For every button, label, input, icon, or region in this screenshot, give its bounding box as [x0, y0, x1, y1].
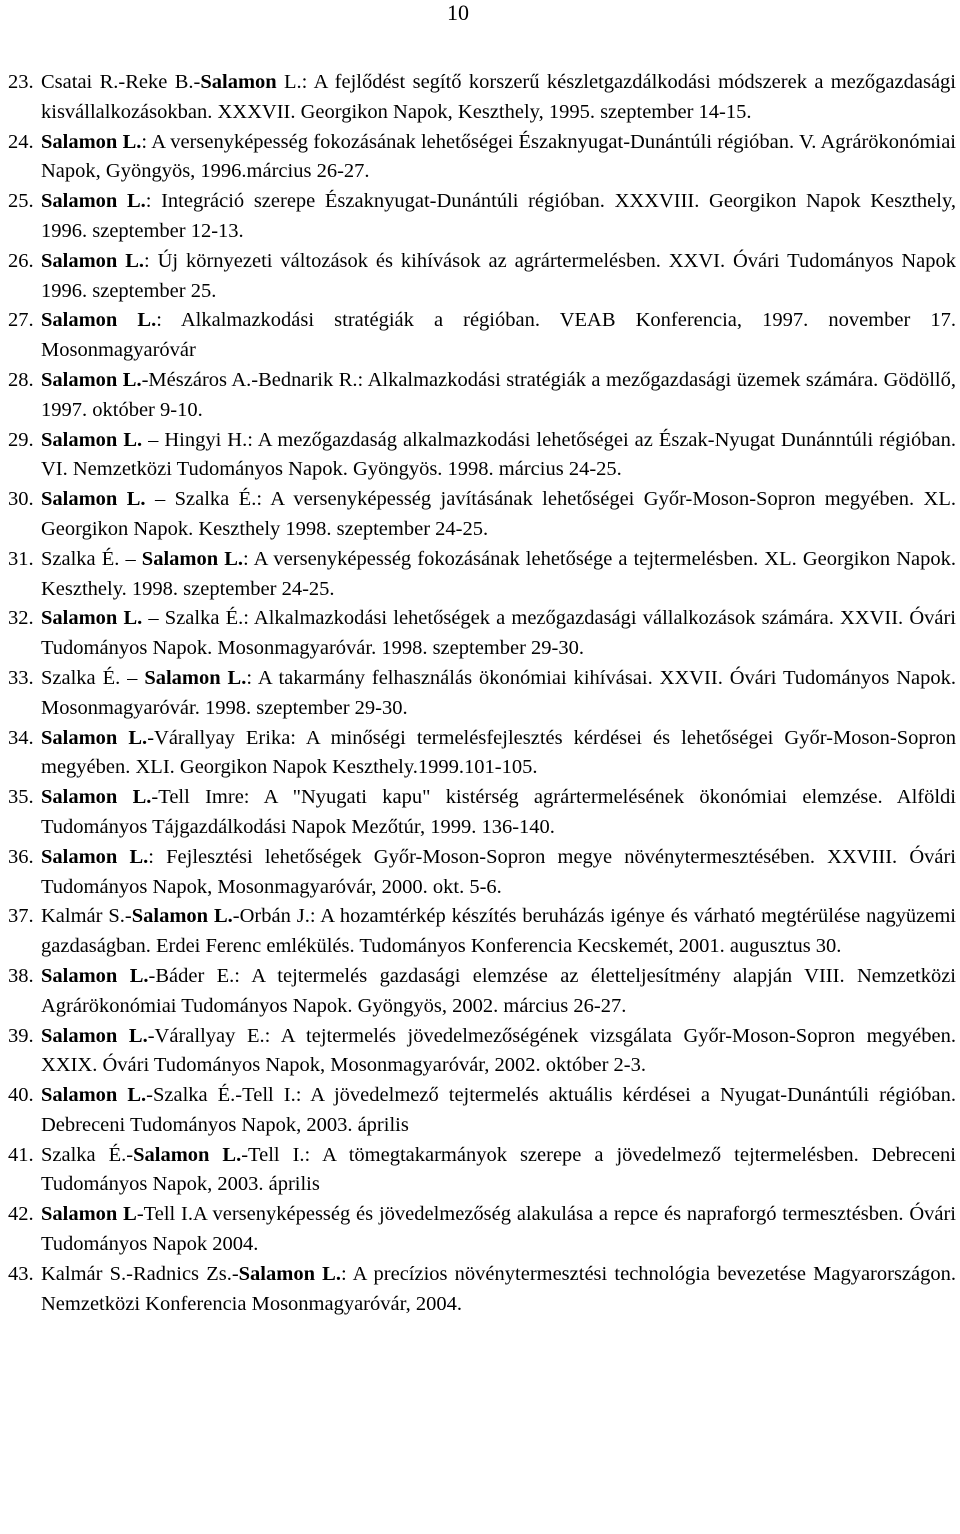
reference-number: 26.: [8, 249, 34, 272]
reference-text-part: – Szalka É.: A versenyképesség javításának lehetőségei Győr-Moson-Sopron megyében. XL. Georgikon Napok. Keszthely 1998. szeptember 24-25.: [41, 488, 956, 540]
author-highlight: Salamon L.: [41, 845, 149, 868]
author-highlight: Salamon L.: [41, 249, 145, 272]
reference-number: 41.: [8, 1143, 34, 1166]
reference-text: [41, 1022, 956, 1082]
reference-number: 40.: [8, 1084, 34, 1107]
author-highlight: Salamon L.: [41, 130, 142, 153]
reference-item: [8, 843, 956, 903]
author-highlight: Salamon L.: [41, 786, 152, 809]
reference-text: [41, 68, 956, 128]
reference-text-part: -Várallyay Erika: A minőségi termelésfejlesztés kérdései és lehetőségei Győr-Moson-Sopron megyében. XLI. Georgikon Napok Keszthely.1999.101-105.: [41, 726, 956, 779]
reference-item: [8, 485, 956, 545]
author-highlight: Salamon L.: [41, 964, 149, 987]
author-highlight: Salamon L.: [133, 1143, 242, 1166]
author-highlight: Salamon L.: [41, 1084, 147, 1107]
reference-item: [8, 68, 956, 128]
reference-text-part: : A versenyképesség fokozásának lehetősége a tejtermelésben. XL. Georgikon Napok. Keszthely. 1998. szeptember 24-25.: [41, 547, 957, 600]
reference-list: [8, 68, 956, 1319]
reference-number: 23.: [8, 71, 34, 93]
reference-text-part: : Integráció szerepe Északnyugat-Dunántúli régióban. XXXVIII. Georgikon Napok Keszthely, 1996. szeptember 12-13.: [41, 190, 957, 242]
reference-number: 39.: [8, 1024, 34, 1047]
reference-item: [8, 1200, 956, 1260]
reference-number: 32.: [8, 607, 34, 630]
reference-item: [8, 366, 956, 426]
reference-text-part: Csatai R.-Reke B.-: [41, 71, 201, 93]
reference-text: [41, 783, 956, 843]
reference-number: 37.: [8, 905, 34, 928]
reference-number: 31.: [8, 547, 34, 570]
author-highlight: Salamon L.: [131, 905, 233, 928]
reference-item: [8, 187, 956, 247]
reference-number: 29.: [8, 428, 34, 451]
reference-text-part: -Tell I.: A tömegtakarmányok szerepe a jövedelmező tejtermelésben. Debreceni Tudományos Napok, 2003. április: [41, 1143, 956, 1196]
reference-number: 25.: [8, 190, 34, 213]
reference-text-part: : Új környezeti változások és kihívások az agrártermelésben. XXVI. Óvári Tudományos Napok 1996. szeptember 25.: [41, 249, 957, 302]
reference-text-part: Kalmár S.-Radnics Zs.-: [41, 1262, 239, 1285]
reference-text: [41, 1200, 956, 1260]
reference-number: 36.: [8, 845, 34, 868]
author-highlight: Salamon L.: [41, 428, 143, 451]
reference-text-part: -Várallyay E.: A tejtermelés jövedelmezőségének vizsgálata Győr-Moson-Sopron megyében. XXIX. Óvári Tudományos Napok, Mosonmagyaróvár, 2002. október 2-3.: [41, 1024, 956, 1077]
reference-text: [41, 187, 956, 247]
reference-number: 30.: [8, 488, 34, 511]
reference-text: [41, 1260, 956, 1320]
reference-text: [41, 545, 956, 605]
reference-item: [8, 1022, 956, 1082]
reference-text: [41, 306, 956, 366]
reference-text-part: : A versenyképesség fokozásának lehetőségei Északnyugat-Dunántúli régióban. V. Agrárökonómiai Napok, Gyöngyös, 1996.március 26-27.: [41, 130, 956, 183]
reference-text: [41, 724, 956, 784]
reference-item: [8, 902, 956, 962]
reference-text-part: -Orbán J.: A hozamtérkép készítés beruházás igénye és várható megtérülése nagyüzemi gazdaságban. Erdei Ferenc emlékülés. Tudományos Konferencia Kecskemét, 2001. augusztus 30.: [41, 905, 957, 958]
reference-text: [41, 426, 956, 486]
reference-item: [8, 1081, 956, 1141]
reference-item: [8, 247, 956, 307]
reference-text: [41, 902, 956, 962]
reference-text: [41, 485, 956, 545]
reference-text-part: : Fejlesztési lehetőségek Győr-Moson-Sopron megye növénytermesztésében. XXVIII. Óvári Tudományos Napok, Mosonmagyaróvár, 2000. okt. 5-6.: [41, 845, 957, 898]
reference-text-part: Szalka É. –: [41, 547, 142, 570]
reference-number: 43.: [8, 1262, 34, 1285]
author-highlight: Salamon L.: [238, 1262, 341, 1285]
author-highlight: Salamon L.: [41, 607, 143, 630]
reference-text: [41, 128, 956, 188]
reference-text-part: : A takarmány felhasználás ökonómiai kihívásai. XXVII. Óvári Tudományos Napok. Mosonmagyaróvár. 1998. szeptember 29-30.: [41, 666, 956, 719]
author-highlight: Salamon L.: [41, 309, 157, 332]
reference-number: 35.: [8, 786, 34, 809]
reference-item: [8, 426, 956, 486]
reference-item: [8, 664, 956, 724]
reference-text-part: -Tell Imre: A "Nyugati kapu" kistérség agrártermelésének ökonómiai elemzése. Alföldi Tudományos Tájgazdálkodási Napok Mezőtúr, 1999. 136-140.: [41, 786, 957, 838]
reference-text: [41, 962, 956, 1022]
reference-item: [8, 724, 956, 784]
reference-text: [41, 1081, 956, 1141]
reference-text: [41, 604, 956, 664]
reference-number: 42.: [8, 1203, 34, 1226]
author-highlight: Salamon L.: [144, 666, 247, 689]
reference-text: [41, 664, 956, 724]
reference-text-part: : Alkalmazkodási stratégiák a régióban. VEAB Konferencia, 1997. november 17. Mosonmagyaróvár: [41, 309, 957, 362]
author-highlight: Salamon L.: [41, 368, 142, 391]
reference-text: [41, 366, 956, 426]
reference-item: [8, 545, 956, 605]
reference-text-part: -Mészáros A.-Bednarik R.: Alkalmazkodási stratégiák a mezőgazdasági üzemek számára. Gödöllő, 1997. október 9-10.: [41, 368, 956, 421]
author-highlight: Salamon: [200, 71, 277, 93]
author-highlight: Salamon L: [41, 1203, 137, 1226]
reference-number: 34.: [8, 726, 34, 749]
reference-text-part: L.: A fejlődést segítő korszerű készletgazdálkodási módszerek a mezőgazdasági kisvállalkozásokban. XXXVII. Georgikon Napok, Keszthely, 1995. szeptember 14-15.: [41, 71, 956, 123]
reference-item: [8, 1260, 956, 1320]
reference-text-part: -Báder E.: A tejtermelés gazdasági elemzése az életteljesítmény alapján VIII. Nemzetközi Agrárökonómiai Tudományos Napok. Gyöngyös, 2002. március 26-27.: [41, 964, 956, 1017]
reference-item: [8, 306, 956, 366]
reference-item: [8, 604, 956, 664]
reference-text-part: -Tell I.A versenyképesség és jövedelmezőség alakulása a repce és napraforgó termesztésben. Óvári Tudományos Napok 2004.: [41, 1203, 957, 1256]
reference-text-part: : A precízios növénytermesztési technológia bevezetése Magyarországon. Nemzetközi Konferencia Mosonmagyaróvár, 2004.: [41, 1262, 957, 1315]
reference-item: [8, 128, 956, 188]
author-highlight: Salamon L.: [141, 547, 244, 570]
reference-text: [41, 247, 956, 307]
author-highlight: Salamon L.: [41, 488, 146, 511]
reference-item: [8, 962, 956, 1022]
reference-text-part: – Hingyi H.: A mezőgazdaság alkalmazkodási lehetőségei az Észak-Nyugat Dunánntúli régióban. VI. Nemzetközi Tudományos Napok. Gyöngyös. 1998. március 24-25.: [41, 428, 957, 481]
reference-text-part: -Szalka É.-Tell I.: A jövedelmező tejtermelés aktuális kérdései a Nyugat-Dunántúli régióban. Debreceni Tudományos Napok, 2003. április: [41, 1084, 956, 1136]
reference-text-part: Szalka É. –: [41, 666, 145, 689]
author-highlight: Salamon L.: [41, 726, 148, 749]
reference-text-part: Szalka É.-: [41, 1143, 134, 1166]
reference-text-part: – Szalka É.: Alkalmazkodási lehetőségek a mezőgazdasági vállalkozások számára. XXVII. Óvári Tudományos Napok. Mosonmagyaróvár. 1998. szeptember 29-30.: [41, 607, 956, 660]
reference-text: [41, 843, 956, 903]
reference-text-part: Kalmár S.-: [41, 905, 132, 928]
reference-number: 27.: [8, 309, 34, 332]
reference-number: 28.: [8, 368, 34, 391]
page-number: 10: [447, 0, 469, 25]
reference-item: [8, 783, 956, 843]
reference-number: 33.: [8, 666, 34, 689]
reference-text: [41, 1141, 956, 1201]
author-highlight: Salamon L.: [41, 1024, 148, 1047]
reference-item: [8, 1141, 956, 1201]
reference-number: 24.: [8, 130, 34, 153]
author-highlight: Salamon L.: [41, 190, 146, 213]
reference-number: 38.: [8, 964, 34, 987]
